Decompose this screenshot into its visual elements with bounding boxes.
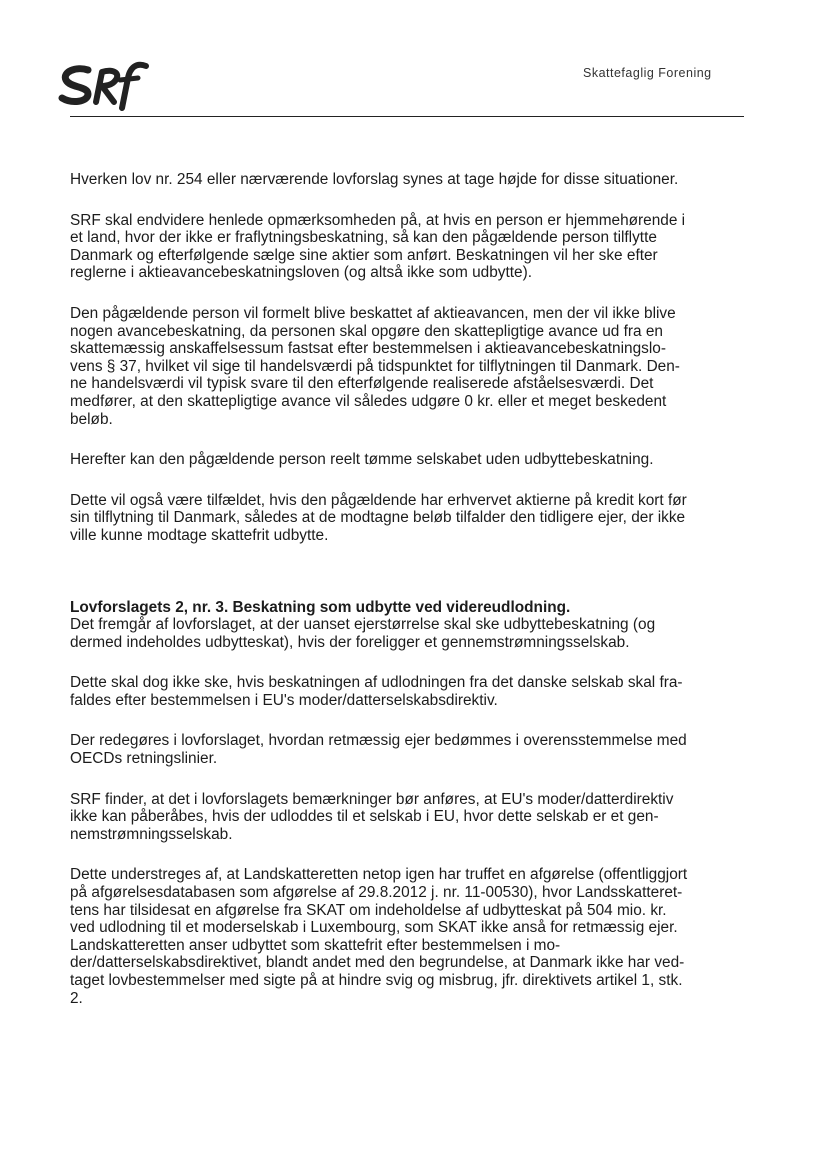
paragraph <box>70 732 750 767</box>
paragraph <box>70 171 750 189</box>
paragraph-text: SRF finder, at det i lovforslagets bemærkninger bør anføres, at EU's moder/datterdirektiv ikke kan påberåbes, hvis der udloddes til et selskab i EU, hvor dette selskab er et gen- nemstrømningsselskab. <box>70 790 674 843</box>
document-body <box>70 171 750 1007</box>
paragraph <box>70 599 750 652</box>
paragraph-text: Dette understreges af, at Landskatteretten netop igen har truffet en afgørelse (offentliggjort på afgørelsesdatabasen som afgørelse af 29.8.2012 j. nr. 11-00530), hvor Landsskatteret- tens har tilsidesat en afgørelse fra SKAT om indeholdelse af udbytteskat på 504 mio. kr. ved udlodning til et moderselskab i Luxembourg, som SKAT ikke anså for retmæssig ejer. Landskatteretten anser udbyttet som skattefrit efter bestemmelsen i mo- der/datterselskabsdirektivet, blandt andet med den begrundelse, at Danmark ikke har ved- taget lovbestemmelser med sigte på at hindre svig og misbrug, jfr. direktivets artikel 1, stk. 2. <box>70 866 688 1007</box>
organization-name: Skattefaglig Forening <box>583 66 712 80</box>
paragraph-text: Dette vil også være tilfældet, hvis den pågældende har erhvervet aktierne på kredit kort før sin tilflytning til Danmark, således at de modtagne beløb tilfalder den tidligere ejer, der ikke ville kunne modtage skattefrit udbytte. <box>70 491 687 544</box>
paragraph-text: Dette skal dog ikke ske, hvis beskatningen af udlodningen fra det danske selskab skal fra- faldes efter bestemmelsen i EU's moder/datterselskabsdirektiv. <box>70 674 683 709</box>
srf-logo <box>58 58 150 114</box>
section-heading: Lovforslagets 2, nr. 3. Beskatning som udbytte ved videreudlodning. <box>70 598 571 616</box>
paragraph <box>70 492 750 545</box>
paragraph-text: Hverken lov nr. 254 eller nærværende lovforslag synes at tage højde for disse situationer. <box>70 171 679 188</box>
paragraph <box>70 866 750 1007</box>
paragraph-text: Den pågældende person vil formelt blive beskattet af aktieavancen, men der vil ikke blive nogen avancebeskatning, da personen skal opgøre den skattepligtige avance ud fra en skattemæssig anskaffelsessum fastsat efter bestemmelsen i aktieavancebeskatningslo- vens § 37, hvilket vil sige til handelsværdi på tidspunktet for tilflytningen til Danmark. Den- ne handelsværdi vil typisk svare til den efterfølgende realiserede afståelsesværdi. Det medfører, at den skattepligtige avance vil således udgøre 0 kr. eller et meget beskedent beløb. <box>70 304 680 428</box>
paragraph <box>70 674 750 709</box>
paragraph-text: SRF skal endvidere henlede opmærksomheden på, at hvis en person er hjemmehørende i et land, hvor der ikke er fraflytningsbeskatning, så kan den pågældende person tilflytte Danmark og efterfølgende sælge sine aktier som anført. Beskatningen vil her ske efter reglerne i aktieavancebeskatningsloven (og altså ikke som udbytte). <box>70 211 686 282</box>
paragraph <box>70 305 750 428</box>
paragraph-text: Der redegøres i lovforslaget, hvordan retmæssig ejer bedømmes i overensstemmelse med OECDs retningslinier. <box>70 732 687 768</box>
paragraph-text: Herefter kan den pågældende person reelt tømme selskabet uden udbyttebeskatning. <box>70 451 654 469</box>
paragraph-text: Det fremgår af lovforslaget, at der uanset ejerstørrelse skal ske udbyttebeskatning (og dermed indeholdes udbytteskat), hvis der foreligger et gennemstrømningsselskab. <box>70 616 656 651</box>
header-divider <box>70 116 744 117</box>
paragraph <box>70 451 750 469</box>
paragraph <box>70 212 750 282</box>
paragraph <box>70 791 750 844</box>
